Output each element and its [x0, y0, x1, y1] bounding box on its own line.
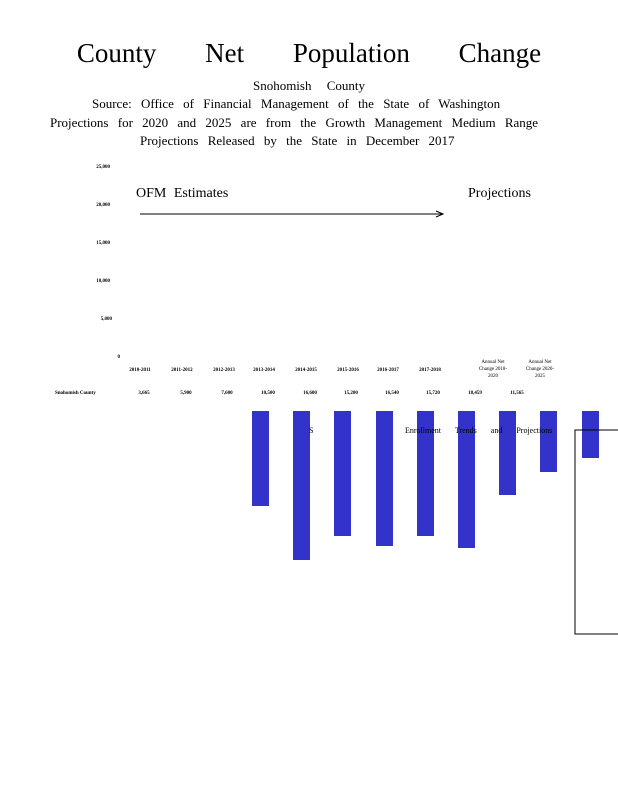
row-value: 10,500	[261, 391, 275, 396]
row-value: 16,540	[385, 391, 399, 396]
row-label: Snohomish County	[55, 391, 96, 396]
y-tick-15000: 15,000	[96, 241, 110, 246]
category-label: 2013-2014	[253, 368, 275, 373]
bar	[376, 411, 393, 546]
bar	[540, 411, 557, 472]
y-tick-5000: 5,000	[100, 317, 112, 322]
y-tick-25000: 25,000	[96, 165, 110, 170]
bar	[252, 411, 269, 506]
category-label: 2012-2013	[213, 368, 235, 373]
y-tick-0: 0	[117, 355, 120, 360]
projection-header: Annual Net Change 2018-2020	[478, 360, 508, 379]
estimates-arrow	[138, 208, 450, 220]
category-label: 2015-2016	[337, 368, 359, 373]
y-tick-20000: 20,000	[96, 203, 110, 208]
row-value: 16,600	[303, 391, 317, 396]
chart-title: County Net Population Change	[76, 38, 542, 68]
projection-header: Annual Net Change 2020-2025	[525, 360, 555, 379]
row-value: 11,565	[510, 391, 524, 396]
y-tick-10000: 10,000	[96, 279, 110, 284]
bar	[334, 411, 351, 536]
source-line-2: Projections for 2020 and 2025 are from the Growth Management Medium Range	[50, 115, 539, 130]
bar	[499, 411, 516, 495]
source-line-1: Source: Office of Financial Management of the State of Washington	[92, 96, 501, 111]
annotation-ofm-estimates: OFM Estimates	[136, 186, 229, 201]
row-value: 7,600	[221, 391, 233, 396]
source-line-3: Projections Released by the State in December 2017	[140, 133, 455, 148]
chart-subtitle: Snohomish County	[252, 78, 366, 93]
overlay-text-enrollment: Enrollment Trends and Projections	[405, 426, 553, 435]
category-label: 2011-2012	[171, 368, 193, 373]
frame-bracket	[572, 428, 618, 636]
row-value: 3,665	[138, 391, 150, 396]
row-value: 5,900	[180, 391, 192, 396]
overlay-text-s: S	[309, 426, 314, 435]
row-value: 15,200	[344, 391, 358, 396]
category-label: 2016-2017	[377, 368, 399, 373]
row-value: 18,459	[468, 391, 482, 396]
row-value: 15,720	[426, 391, 440, 396]
category-label: 2010-2011	[129, 368, 151, 373]
category-label: 2014-2015	[295, 368, 317, 373]
annotation-projections: Projections	[468, 186, 531, 201]
category-label: 2017-2018	[419, 368, 441, 373]
bar	[293, 411, 310, 560]
